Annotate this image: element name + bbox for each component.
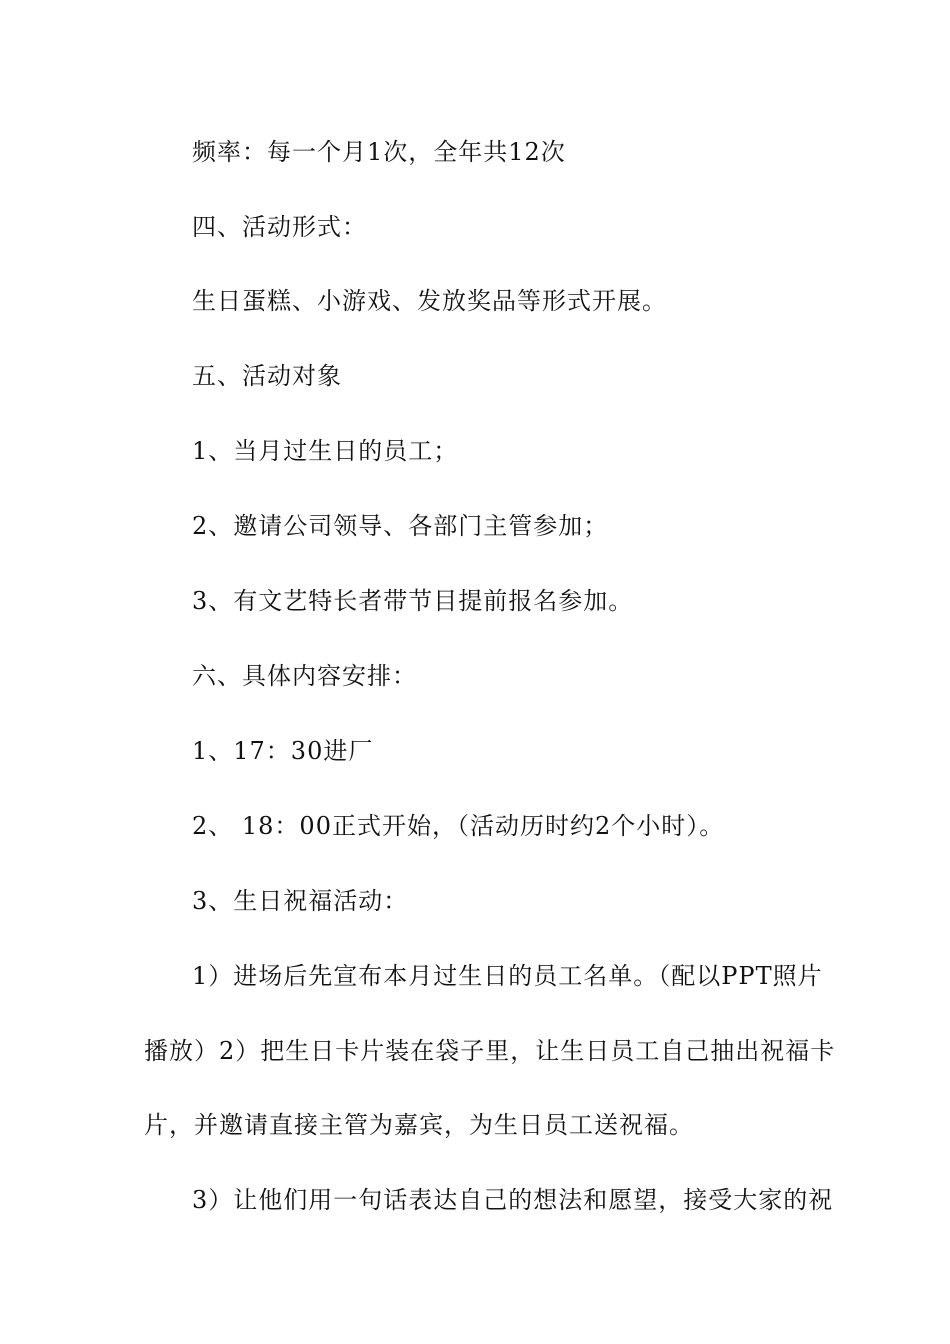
activity-form-text: 生日蛋糕、小游戏、发放奖品等形式开展。 [192,287,667,315]
schedule-item-3: 3、生日祝福活动： [192,887,409,915]
section-six-heading: 六、具体内容安排： [192,662,417,690]
schedule-item-1: 1、17：30进厂 [192,737,374,765]
target-item-2: 2、邀请公司领导、各部门主管参加； [192,512,609,540]
paragraph-line: 1）进场后先宣布本月过生日的员工名单。（配以PPT照片 [192,962,823,990]
schedule-item-2: 2、 18：00正式开始，（活动历时约2个小时）。 [192,812,725,840]
paragraph-line: 播放）2）把生日卡片装在袋子里，让生日员工自己抽出祝福卡 [144,1037,836,1065]
target-item-3: 3、有文艺特长者带节目提前报名参加。 [192,587,634,615]
section-four-heading: 四、活动形式： [192,213,367,241]
frequency-line: 频率：每一个月1次，全年共12次 [192,138,566,166]
target-item-1: 1、当月过生日的员工； [192,437,459,465]
paragraph-line: 3）让他们用一句话表达自己的想法和愿望，接受大家的祝 [192,1186,834,1214]
section-five-heading: 五、活动对象 [192,362,342,390]
paragraph-line: 片，并邀请直接主管为嘉宾，为生日员工送祝福。 [144,1111,694,1139]
